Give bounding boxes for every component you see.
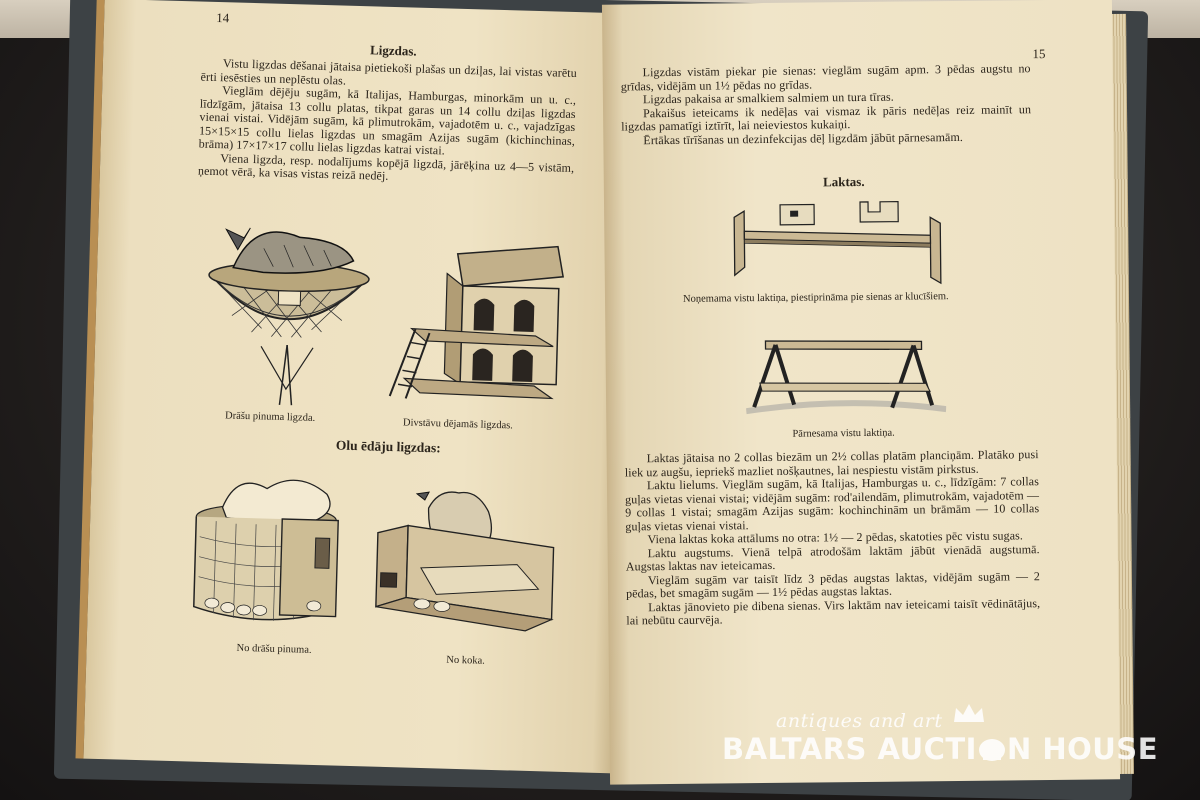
perch-text bbox=[625, 448, 1041, 628]
caption-removable-perch: Noņemama vistu laktiņa, piestiprināma pie sienas ar klucīšiem. bbox=[682, 291, 949, 305]
caption-portable-perch: Pārnesama vistu laktiņa. bbox=[792, 427, 895, 440]
caption-wood: No koka. bbox=[446, 654, 486, 667]
two-storey-nest-illustration bbox=[383, 232, 568, 417]
paragraph: Viena ligzda, resp. nodalījums kopējā ligzdā, jārēķina uz 4—5 vistām, ņemot vērā, ka visas vistas reizā nedēj. bbox=[197, 150, 575, 183]
caption-wire-nest: Drāšu pinuma ligzda. bbox=[224, 410, 316, 424]
right-page bbox=[602, 0, 1120, 785]
watermark-name-start: BALTARS AUCTI bbox=[722, 732, 977, 766]
paragraph: Pakaišus ieteicams ik nedēļas vai vismaz ik pāris nedēļas reiz mainīt un ligzdas pamatīgi iztīrīt, lai neieviestos kukaiņi. bbox=[621, 101, 1032, 134]
wire-nest-illustration bbox=[199, 207, 377, 412]
removable-perch-illustration bbox=[730, 197, 951, 289]
watermark-name-end: N HOUSE bbox=[1006, 732, 1159, 766]
left-page bbox=[75, 0, 634, 773]
paragraph: Laktu lielums. Vieglām sugām, kā Italijas, Hamburgas u. c., līdzīgām: 7 collas guļas vietas vienai vistai; vidējām sugām: rod'ailendām, plimutrokām, vajadotēm — 9 collas 1 vistai; smagām Azijas sugām: kochinchinām un brāmām — 10 collas guļas vietas vienai vistai. bbox=[625, 474, 1040, 533]
paragraph: Laktas jātaisa no 2 collas biezām un 2½ collas platām planciņām. Platāko pusi liek uz augšu, iepriekš mazliet nošķautnes, lai nespiestu vistām pirkstus. bbox=[624, 447, 1039, 479]
bell-icon bbox=[977, 736, 1007, 762]
caption-two-storey: Divstāvu dējamās ligzdas. bbox=[402, 417, 514, 432]
intro-text bbox=[198, 57, 577, 189]
paragraph: Laktu augstums. Vienā telpā atrodošām laktām jābūt vienādā augstumā. Augstas laktas nav ieteicamas. bbox=[625, 541, 1040, 574]
caption-wire: No drāšu pinuma. bbox=[236, 642, 312, 656]
paragraph: Ligzdas pakaisa ar smalkiem salmiem un tura tīras. bbox=[642, 89, 894, 107]
section-title: Ligzdas. bbox=[369, 42, 417, 59]
page-number: 14 bbox=[216, 9, 230, 26]
nest-text bbox=[621, 62, 1032, 147]
paragraph: Ērtākas tīrīšanas un dezinfekcijas dēļ ligzdām jābūt pārnesamām. bbox=[643, 129, 964, 147]
crown-icon bbox=[952, 702, 986, 724]
paragraph: Vieglām sugām var taisīt līdz 3 pēdas augstas laktas, vidējām sugām — 2 pēdas, bet smagām sugām — 1½ pēdas augstas laktas. bbox=[626, 568, 1041, 601]
watermark-tagline: antiques and art bbox=[776, 710, 943, 732]
portable-perch-illustration bbox=[745, 331, 946, 423]
egg-eater-wire-nest-illustration bbox=[183, 456, 368, 636]
section-title: Laktas. bbox=[822, 173, 865, 190]
subtitle: Olu ēdāju ligzdas: bbox=[335, 437, 442, 456]
auction-house-watermark bbox=[718, 700, 1159, 780]
paragraph: Ligzdas vistām piekar pie sienas: vieglām sugām apm. 3 pēdas augstu no grīdas, vidējām un 1½ pēdas no grīdas. bbox=[620, 61, 1031, 93]
watermark-name bbox=[722, 732, 1158, 766]
page-number: 15 bbox=[1032, 46, 1046, 62]
paragraph: Vieglām dējēju sugām, kā Italijas, Hamburgas, minorkām un u. c., līdzīgām, jātaisa 13 collu platas, tikpat garas un 14 collu dziļas ligzdas vienai vistai. Vidējām sugām, kā plimutrokām, vajadotēm u. c., vajadzīgas 15×15×15 collu lielas ligzdas un smagām Azijas sugām (kichinchinas, brāma) 17×17×17 collu lielas ligzdas katrai vistai. bbox=[198, 83, 577, 158]
paragraph: Laktas jānovieto pie dibena sienas. Virs laktām nav ieteicami taisīt vēdinātājus, lai nebūtu caurvēja. bbox=[626, 595, 1041, 628]
paragraph: Viena laktas koka attālums no otra: 1½ — 2 pēdas, skatoties pēc vistu sugas. bbox=[647, 528, 1024, 547]
egg-eater-wood-nest-illustration bbox=[365, 476, 559, 641]
paragraph: Vistu ligzdas dēšanai jātaisa pietiekoši plašas un dziļas, lai vistas varētu ērti iesēsties un neplēstu olas. bbox=[200, 56, 578, 88]
